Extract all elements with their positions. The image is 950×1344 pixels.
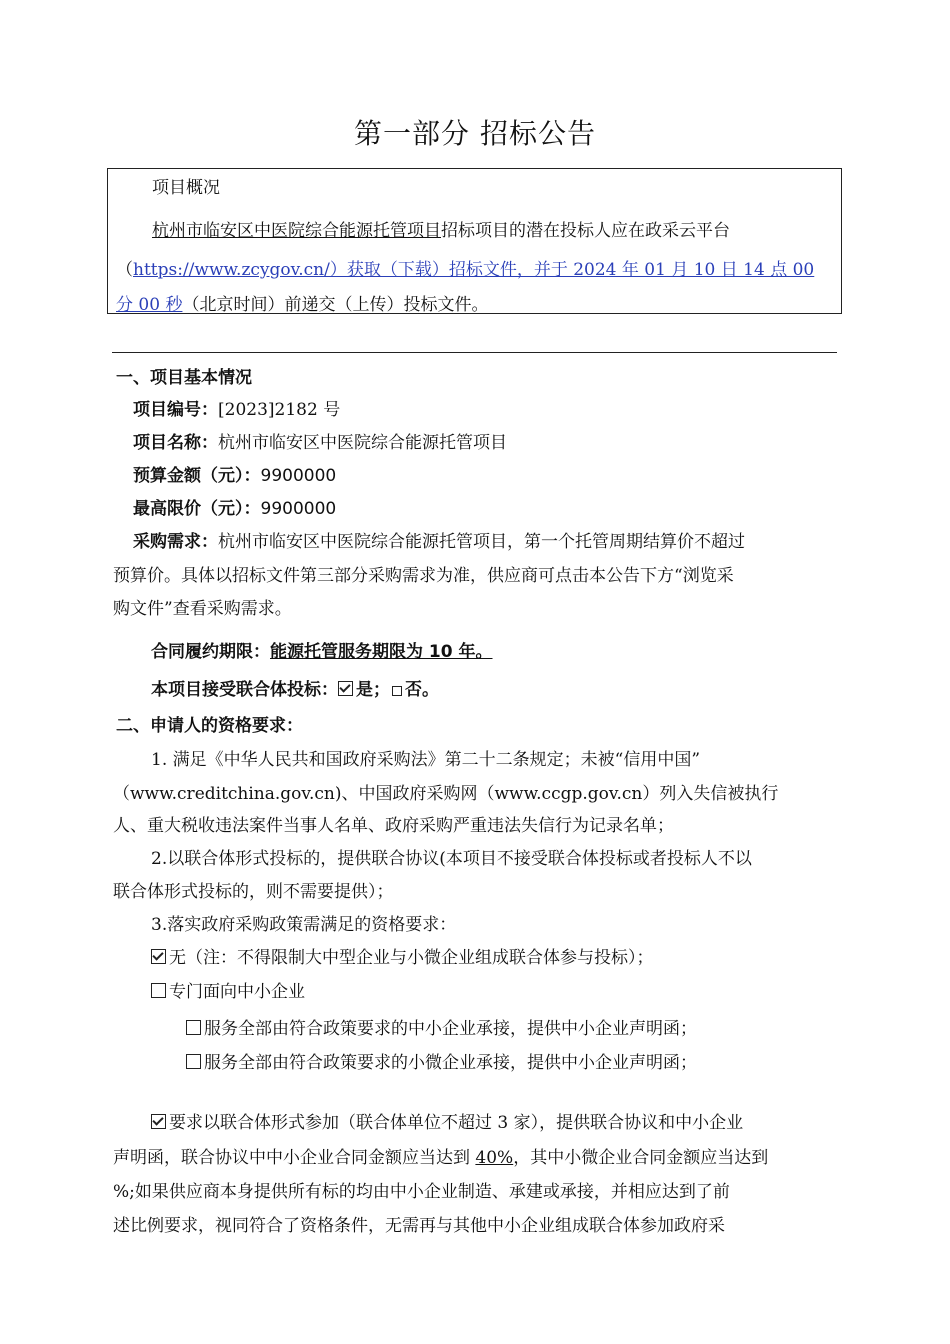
demand-line-3: 购文件”查看采购需求。: [113, 599, 292, 619]
option-sme-a-checkbox[interactable]: [186, 1020, 201, 1035]
section-2-heading: 二、申请人的资格要求：: [116, 716, 303, 736]
summary-line-1: [152, 216, 730, 241]
zcygov-link[interactable]: https://www.zcygov.cn/）获取（下载）招标文件，并于 2024 年 01 月 10 日 14 点 00: [133, 260, 815, 280]
option-sme-b-row: [186, 1051, 697, 1075]
max-price-label: 最高限价（元）：: [133, 499, 261, 519]
option-consortium-line-2-b: ，其中小微企业合同金额应当达到: [513, 1148, 769, 1168]
summary-line-1-rest: 招标项目的潜在投标人应在政采云平台: [441, 221, 730, 241]
option-sme-a-label: 服务全部由符合政策要求的中小企业承接，提供中小企业声明函；: [204, 1019, 697, 1039]
option-sme-checkbox[interactable]: [151, 983, 166, 998]
req-2-line-1: 2.以联合体形式投标的，提供联合协议(本项目不接受联合体投标或者投标人不以: [151, 849, 752, 869]
consortium-yes-checkbox[interactable]: [338, 681, 353, 696]
demand-row: [133, 530, 745, 554]
demand-line-2: 预算价。具体以招标文件第三部分采购需求为准，供应商可点击本公告下方“浏览采: [113, 566, 734, 586]
summary-line-3-rest: （北京时间）前递交（上传）投标文件。: [182, 295, 489, 315]
project-number-row: [133, 398, 340, 422]
option-consortium-line-1: 要求以联合体形式参加（联合体单位不超过 3 家），提供联合协议和中小企业: [169, 1113, 744, 1133]
option-consortium-line-3: %;如果供应商本身提供所有标的均由中小企业制造、承建或承接，并相应达到了前: [113, 1182, 730, 1202]
project-name-label: 项目名称：: [133, 433, 218, 453]
project-name-value: 杭州市临安区中医院综合能源托管项目: [218, 433, 507, 453]
summary-heading: 项目概况: [152, 178, 220, 198]
consortium-no-label: 否。: [405, 680, 439, 700]
req-1-line-1: 1. 满足《中华人民共和国政府采购法》第二十二条规定；未被“信用中国”: [151, 750, 701, 770]
option-sme-b-checkbox[interactable]: [186, 1054, 201, 1069]
option-sme-label: 专门面向中小企业: [169, 982, 305, 1002]
section-1-heading: 一、项目基本情况: [116, 368, 252, 388]
req-1-line-2: （www.creditchina.gov.cn)、中国政府采购网（www.ccgp.gov.cn）列入失信被执行: [113, 784, 779, 804]
option-consortium-line-2-a: 声明函，联合协议中中小企业合同金额应当达到: [113, 1148, 476, 1168]
req-1-line-3: 人、重大税收违法案件当事人名单、政府采购严重违法失信行为记录名单；: [113, 816, 674, 836]
project-name-link[interactable]: 杭州市临安区中医院综合能源托管项目: [152, 221, 441, 241]
deadline-seconds[interactable]: 分 00 秒: [116, 295, 183, 315]
project-summary-box: [107, 168, 842, 314]
max-price-value: 9900000: [260, 499, 337, 519]
divider: [112, 352, 837, 353]
req-3: 3.落实政府采购政策需满足的资格要求：: [151, 915, 457, 935]
consortium-label: 本项目接受联合体投标：: [151, 680, 338, 700]
project-number-label: 项目编号：: [133, 400, 218, 420]
option-consortium-row: [151, 1111, 743, 1135]
max-price-row: [133, 497, 336, 521]
option-none-label: 无（注：不得限制大中型企业与小微企业组成联合体参与投标）；: [169, 948, 654, 968]
option-none-row: [151, 946, 654, 970]
summary-line-2: [116, 255, 814, 280]
option-consortium-checkbox[interactable]: [151, 1114, 166, 1129]
project-number-value: [2023]2182 号: [218, 400, 341, 420]
option-consortium-line-2: [113, 1146, 768, 1170]
option-none-checkbox[interactable]: [151, 949, 166, 964]
project-name-row: [133, 431, 507, 455]
consortium-row: [151, 678, 439, 702]
option-consortium-line-4: 述比例要求，视同符合了资格条件，无需再与其他中小企业组成联合体参加政府采: [113, 1216, 725, 1236]
sme-percentage: 40%: [475, 1148, 514, 1168]
req-2-line-2: 联合体形式投标的，则不需要提供）；: [113, 882, 394, 902]
option-sme-a-row: [186, 1017, 697, 1041]
option-sme-row: [151, 980, 305, 1004]
consortium-yes-label: 是；: [356, 680, 390, 700]
budget-value: 9900000: [260, 466, 337, 486]
page-title: 第一部分 招标公告: [354, 117, 596, 150]
demand-line-1: 杭州市临安区中医院综合能源托管项目，第一个托管周期结算价不超过: [218, 532, 745, 552]
summary-open-paren: （: [116, 260, 133, 280]
contract-period-label: 合同履约期限：: [151, 642, 270, 662]
budget-label: 预算金额（元）：: [133, 466, 261, 486]
demand-label: 采购需求：: [133, 532, 218, 552]
summary-line-3: [116, 290, 488, 315]
contract-period-value: 能源托管服务期限为 10 年。: [270, 642, 493, 662]
contract-period-row: [151, 640, 493, 664]
option-sme-b-label: 服务全部由符合政策要求的小微企业承接，提供中小企业声明函；: [204, 1053, 697, 1073]
budget-row: [133, 464, 336, 488]
consortium-no-checkbox[interactable]: [392, 686, 402, 696]
